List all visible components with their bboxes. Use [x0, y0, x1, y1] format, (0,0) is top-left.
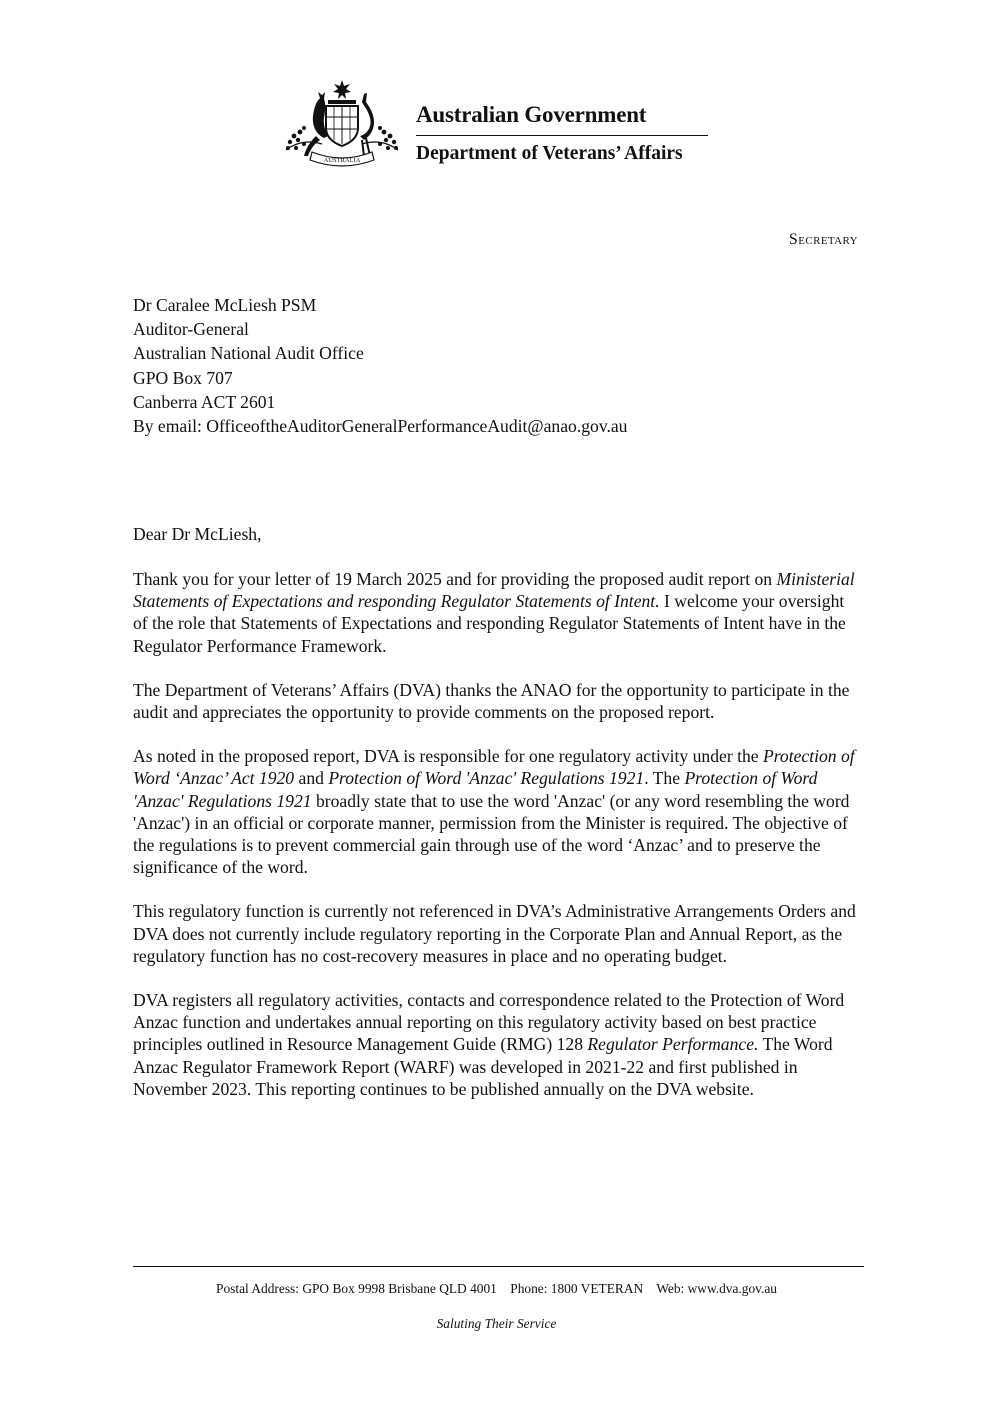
paragraph-2	[133, 679, 863, 723]
letter-body	[133, 568, 863, 1100]
paragraph-3-text: As noted in the proposed report, DVA is responsible for one regulatory activity under the	[133, 746, 763, 767]
paragraph-2-text: The Department of Veterans’ Affairs (DVA) thanks the ANAO for the opportunity to participate in the audit and appreciates the opportunity to provide comments on the proposed report.	[133, 679, 850, 723]
coat-of-arms-icon	[282, 78, 402, 174]
letterhead-divider	[416, 135, 708, 136]
recipient-name: Dr Caralee McLiesh PSM	[133, 295, 317, 315]
department-name: Department of Veterans’ Affairs	[416, 143, 683, 164]
paragraph-3	[133, 745, 863, 878]
paragraph-4	[133, 900, 863, 967]
act-title: Protection of Word ‘Anzac’ Act 1920	[133, 746, 855, 789]
footer-contact	[0, 1281, 993, 1297]
recipient-title: Auditor-General	[133, 319, 249, 340]
sender-position: Secretary	[788, 231, 858, 248]
recipient-city: Canberra ACT 2601	[133, 391, 276, 412]
paragraph-1-text: Thank you for your letter of 19 March 2025 and for providing the proposed audit report on	[133, 569, 777, 589]
regulations-title-2: Protection of Word 'Anzac' Regulations 1921	[133, 768, 818, 811]
recipient-office: Australian National Audit Office	[133, 343, 364, 364]
footer-motto: Saluting Their Service	[436, 1316, 557, 1331]
crest-scroll-text: AUSTRALIA	[323, 157, 361, 164]
footer-web: Web: www.dva.gov.au	[656, 1281, 777, 1296]
paragraph-3-text-4: broadly state that to use the word 'Anzac' (or any word resembling the word 'Anzac') in an official or corporate manner, permission from the Minister is required. The objective of the regulations is to prevent commercial gain through use of the word ‘Anzac’ and to preserve the significance of the word.	[133, 790, 850, 878]
paragraph-4-text: This regulatory function is currently not referenced in DVA’s Administrative Arrangements Orders and DVA does not currently include regulatory reporting in the Corporate Plan and Annual Report, as the regulatory function has no cost-recovery measures in place and no operating budget.	[133, 901, 856, 966]
salutation: Dear Dr McLiesh,	[133, 524, 262, 544]
organisation-name: Australian Government	[416, 102, 647, 127]
recipient-email: By email: OfficeoftheAuditorGeneralPerformanceAudit@anao.gov.au	[133, 416, 628, 437]
report-title: Ministerial Statements of Expectations and responding Regulator Statements of Intent.	[133, 569, 855, 612]
paragraph-5	[133, 989, 863, 1100]
paragraph-1	[133, 568, 863, 657]
guide-title: Regulator Performance.	[587, 1034, 759, 1055]
footer-phone: Phone: 1800 VETERAN	[510, 1281, 644, 1296]
paragraph-5-text: DVA registers all regulatory activities, contacts and correspondence related to the Protection of Word Anzac function and undertakes annual reporting on this regulatory activity based on best practice principles outlined in Resource Management Guide (RMG) 128	[133, 990, 845, 1055]
paragraph-5-text-2: The Word Anzac Regulator Framework Report (WARF) was developed in 2021-22 and first published in November 2023. This reporting continues to be published annually on the DVA website.	[133, 1034, 833, 1099]
footer-postal-address: Postal Address: GPO Box 9998 Brisbane QLD 4001	[216, 1281, 497, 1296]
paragraph-3-text-2: and	[294, 768, 329, 789]
recipient-address-block	[133, 293, 627, 438]
recipient-po-box: GPO Box 707	[133, 367, 233, 388]
footer-divider	[133, 1266, 864, 1267]
paragraph-1-text-2: I welcome your oversight of the role that Statements of Expectations and responding Regulator Statements of Intent have in the Regulator Performance Framework.	[133, 591, 846, 656]
regulations-title: Protection of Word 'Anzac' Regulations 1921	[328, 768, 645, 789]
paragraph-3-text-3: . The	[644, 768, 685, 789]
